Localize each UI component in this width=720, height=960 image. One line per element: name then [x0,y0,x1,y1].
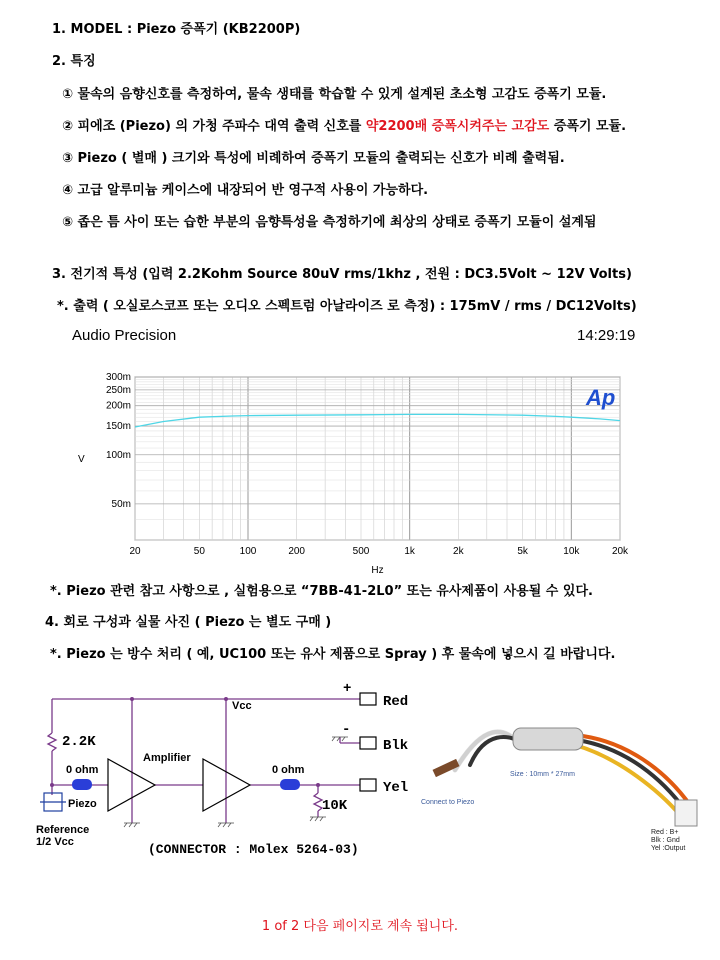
feature-3-text: ③ Piezo ( 별매 ) 크기와 특성에 비례하여 증폭기 모듈의 출력되는 신호가 비례 출력됨. [62,151,565,166]
size-label: Size : 10mm * 27mm [510,771,575,778]
x-tick-label: 2k [453,546,464,557]
feature-4 [62,179,428,198]
y-tick-label: 50m [111,498,131,510]
feature-2 [62,115,626,134]
x-tick-label: 10k [563,546,580,557]
y-axis-label: V [78,454,85,465]
y-tick-label: 150m [105,421,131,433]
legend-yel: Yel :Output [651,845,686,852]
x-tick-label: 20 [129,546,141,557]
legend-blk: Blk : Gnd [651,837,680,844]
frequency-response-chart [70,365,630,580]
circuit-diagram [0,675,430,865]
page-footer: 1 of 2 다음 페이지로 계속 됩니다. [261,919,459,934]
y-tick-label: 300m [105,372,131,383]
feature-2-text: ② 피에조 (Piezo) 의 가청 주파수 대역 출력 신호를 [62,119,366,134]
reference-label: Reference [36,824,90,836]
molex-connector-icon [675,800,697,826]
piezo-label: Piezo [68,798,97,810]
vcc-label: Vcc [232,700,252,712]
ap-logo-icon: Ap [586,385,616,410]
ohm1-label: 0 ohm [66,764,99,776]
x-tick-label: 5k [517,546,528,557]
x-tick-label: 100 [239,546,257,557]
feature-3 [62,147,565,166]
section-features-heading: 2. 특징 [52,54,96,69]
feature-5 [62,211,597,230]
r2-label: 10K [322,798,348,814]
feature-2-text-end: 증폭기 모듈. [549,119,627,134]
feature-2-highlight: 약2200배 증폭시켜주는 고감도 [365,119,550,134]
yel-label: Yel [383,780,409,796]
ap-time: 14:29:19 [577,327,636,344]
y-tick-label: 100m [105,449,131,461]
waterproof-note: *. Piezo 는 방수 처리 ( 예, UC100 또는 유사 제품으로 Spray ) 후 물속에 넣으시 길 바랍니다. [50,647,616,662]
plus-label: + [343,681,352,697]
r1-label: 2.2K [62,734,96,750]
half-vcc-label: 1/2 Vcc [36,836,74,848]
blk-label: Blk [383,738,409,754]
feature-1 [62,83,606,102]
y-tick-label: 250m [105,384,131,396]
x-tick-label: 20k [611,546,629,557]
red-label: Red [383,694,409,710]
x-tick-label: 1k [404,546,415,557]
section-electrical: 3. 전기적 특성 (입력 2.2Kohm Source 80uV rms/1khz , 전원 : DC3.5Volt ~ 12V Volts) [52,267,632,282]
minus-label: - [342,722,351,738]
x-tick-label: 200 [288,546,306,557]
feature-5-text: ⑤ 좁은 틈 사이 또는 습한 부분의 음향특성을 측정하기에 최상의 상태로 증폭기 모듈이 설계됨 [62,215,597,230]
plot-area [135,377,620,540]
ap-title: Audio Precision [72,327,177,344]
zero-ohm-1-icon [72,779,92,790]
x-axis-label: Hz [371,565,384,576]
y-tick-label: 200m [105,400,131,412]
x-tick-label: 500 [352,546,370,557]
connector-label: (CONNECTOR : Molex 5264-03) [148,842,359,857]
connect-label: Connect to Piezo [421,799,475,806]
feature-4-text: ④ 고급 알루미늄 케이스에 내장되어 반 영구적 사용이 가능하다. [62,183,429,198]
ohm2-label: 0 ohm [272,764,305,776]
output-note: *. 출력 ( 오실로스코프 또는 오디오 스펙트럼 아날라이즈 로 측정) : 175mV / rms / DC12Volts) [57,299,637,314]
piezo-note: *. Piezo 관련 참고 사항으로 , 실험용으로 “7BB-41-2L0” 또는 유사제품이 사용될 수 있다. [50,584,593,599]
section-circuit: 4. 회로 구성과 실물 사진 ( Piezo 는 별도 구매 ) [45,615,332,630]
feature-1-text: ① 물속의 음향신호를 측정하여, 물속 생태를 학습할 수 있게 설계된 초소형 고감도 증폭기 모듈. [62,87,607,102]
section-model: 1. MODEL : Piezo 증폭기 (KB2200P) [52,22,301,37]
aluminum-case-icon [513,728,583,750]
legend-red: Red : B+ [651,829,679,836]
zero-ohm-2-icon [280,779,300,790]
x-tick-label: 50 [193,546,205,557]
product-photo [415,700,720,870]
amplifier-label: Amplifier [143,752,191,764]
